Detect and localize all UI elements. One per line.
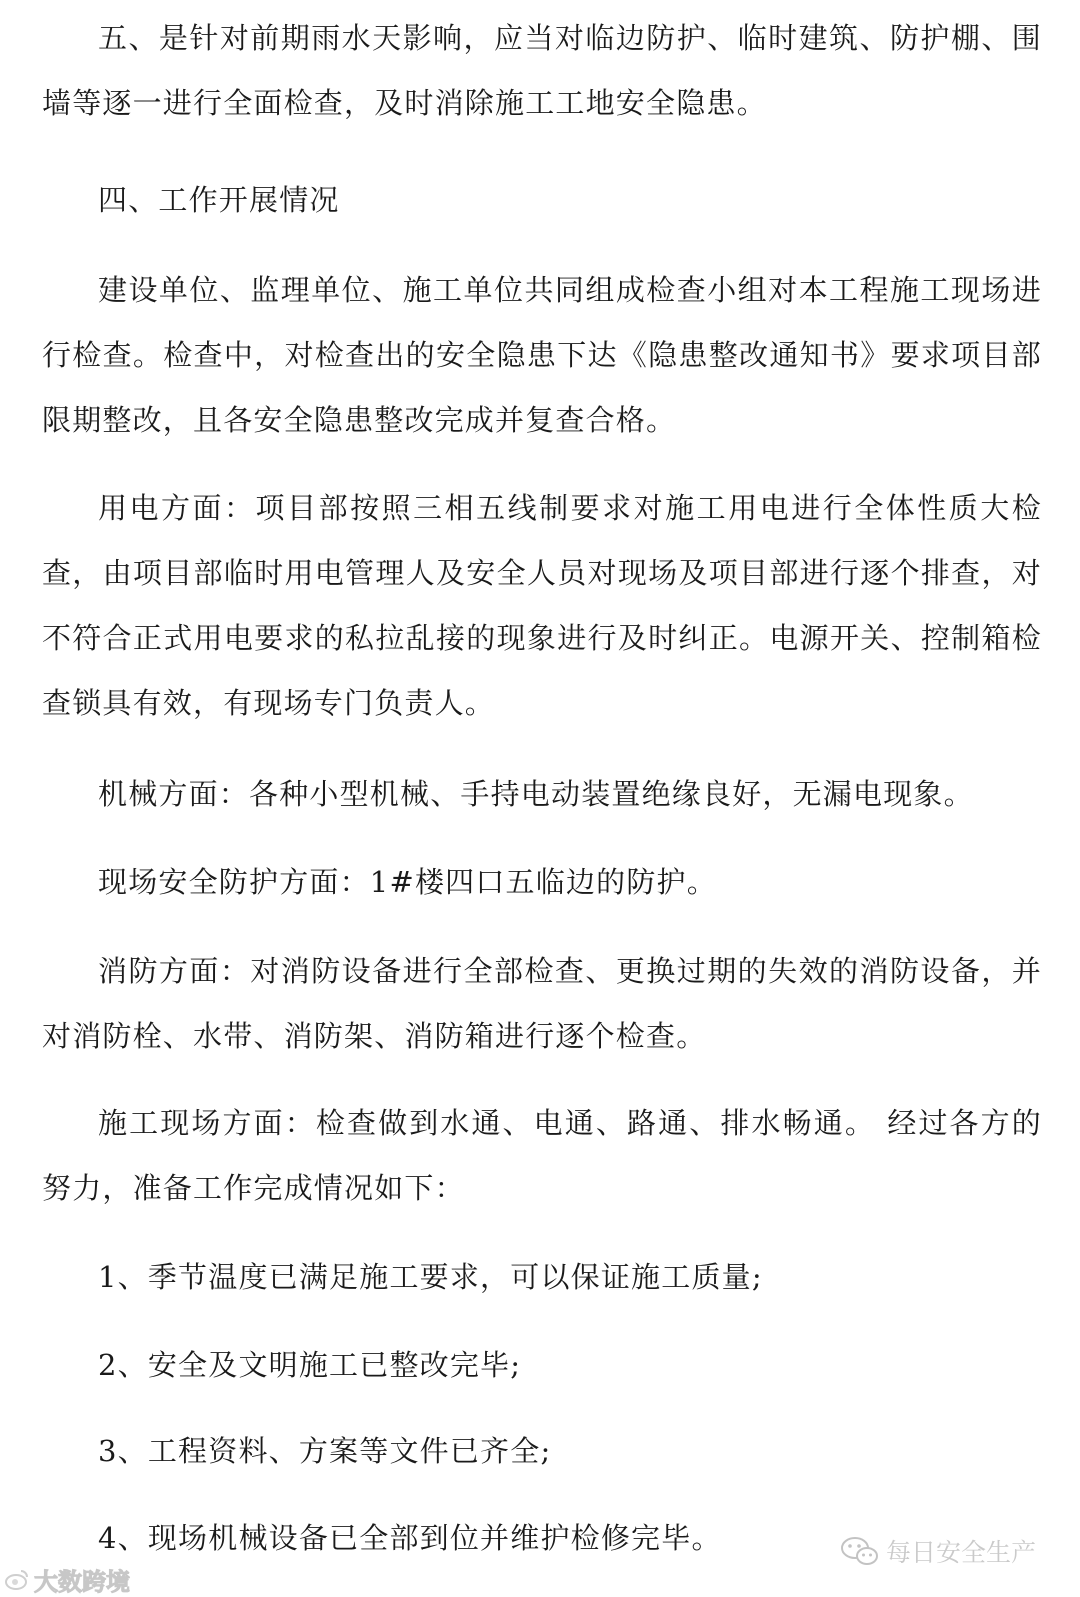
watermark-right-text: 每日安全生产	[885, 1538, 1036, 1567]
paragraph-machinery: 机械方面：各种小型机械、手持电动装置绝缘良好，无漏电现象。	[98, 777, 974, 811]
paragraph-site-conditions: 施工现场方面：检查做到水通、电通、路通、排水畅通。 经过各方的努力，准备工作完成情况如下：	[42, 1106, 1042, 1205]
watermark-right	[840, 1533, 1036, 1569]
watermark-left	[4, 1562, 130, 1597]
paragraph-fire-safety: 消防方面：对消防设备进行全部检查、更换过期的失效的消防设备，并对消防栓、水带、消防架、消防箱进行逐个检查。	[42, 954, 1042, 1053]
list-item-2: 2、安全及文明施工已整改完毕;	[98, 1348, 522, 1382]
paragraph-electricity: 用电方面：项目部按照三相五线制要求对施工用电进行全体性质大检查，由项目部临时用电管理人及安全人员对现场及项目部进行逐个排查，对不符合正式用电要求的私拉乱接的现象进行及时纠正。电源开关、控制箱检查锁具有效，有现场专门负责人。	[42, 491, 1042, 720]
section-heading-work-progress: 四、工作开展情况	[98, 183, 340, 217]
weibo-logo-icon	[4, 1567, 30, 1593]
paragraph-inspection-team: 建设单位、监理单位、施工单位共同组成检查小组对本工程施工现场进行检查。检查中，对检查出的安全隐患下达《隐患整改通知书》要求项目部限期整改，且各安全隐患整改完成并复查合格。	[42, 273, 1042, 437]
paragraph-safety-inspection: 五、是针对前期雨水天影响，应当对临边防护、临时建筑、防护棚、围墙等逐一进行全面检查，及时消除施工工地安全隐患。	[42, 21, 1042, 120]
wechat-logo-icon	[840, 1535, 880, 1567]
list-item-4: 4、现场机械设备已全部到位并维护检修完毕。	[98, 1521, 722, 1555]
paragraph-site-protection: 现场安全防护方面：1#楼四口五临边的防护。	[98, 865, 717, 899]
list-item-3: 3、工程资料、方案等文件已齐全;	[98, 1434, 552, 1468]
list-item-1: 1、季节温度已满足施工要求，可以保证施工质量;	[98, 1260, 763, 1294]
watermark-left-text: 大数跨境	[34, 1568, 130, 1596]
